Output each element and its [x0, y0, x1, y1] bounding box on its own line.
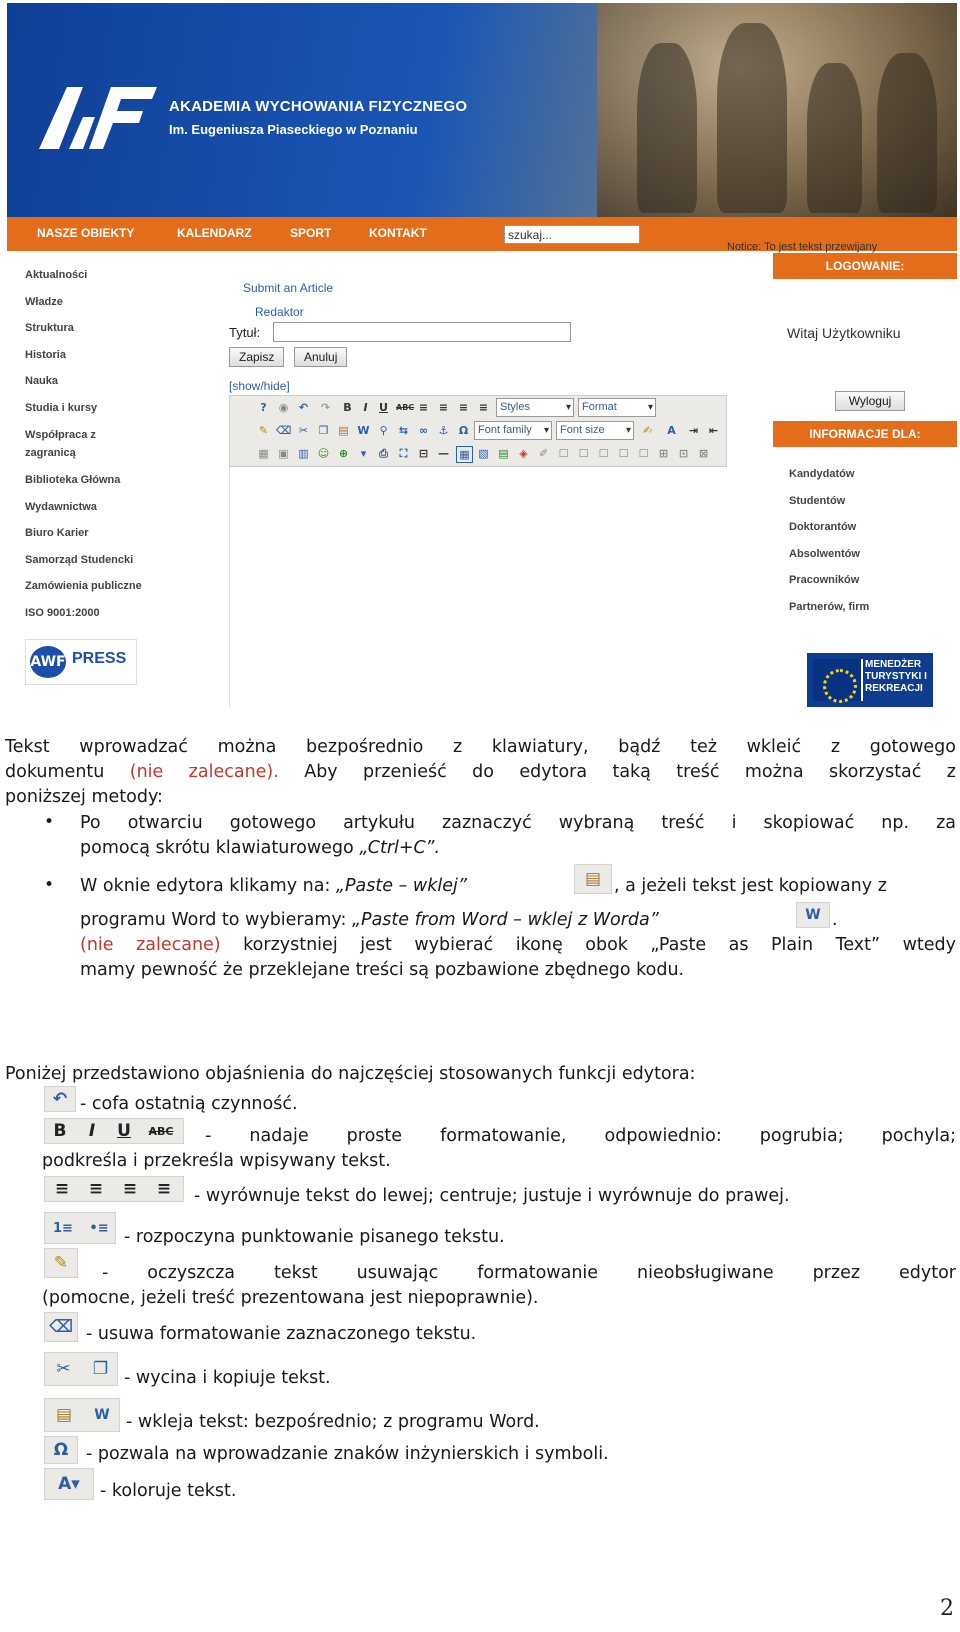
cleanup-description-line-2: (pomocne, jeżeli treść prezentowana jest niepoprawnie). [42, 1288, 539, 1308]
info-header: INFORMACJE DLA: [773, 421, 957, 447]
align-left-icon[interactable]: ≡ [418, 401, 429, 414]
info-link-doktoranci[interactable]: Doktorantów [789, 521, 857, 533]
sidebar-item-nauka[interactable]: Nauka [25, 375, 59, 387]
underline-icon: U [117, 1121, 131, 1141]
bold-icon[interactable]: B [343, 401, 352, 414]
paste-icon: ▤ [55, 1405, 73, 1425]
awf-press-logo-icon: AWF [30, 646, 66, 678]
intro-line-2: dokumentu (nie zalecane). Aby przenieść do edytora taką treść można skorzystać z [5, 762, 956, 782]
insert-layer-icon[interactable]: ▾ [360, 447, 367, 460]
strikethrough-icon[interactable]: ABC [396, 403, 415, 412]
special-chars-icon[interactable]: Ω [458, 424, 469, 437]
info-link-kandydaci[interactable]: Kandydatów [789, 468, 855, 480]
align-justify-icon: ≡ [122, 1179, 138, 1199]
nav-item-kalendarz[interactable]: KALENDARZ [177, 226, 252, 240]
logo-title: AKADEMIA WYCHOWANIA FIZYCZNEGO [169, 98, 468, 115]
not-recommended-note: (nie zalecane). [129, 762, 279, 782]
color-description: - koloruje tekst. [100, 1481, 237, 1501]
bullet-2-line-1a: W oknie edytora klikamy na: „Paste – wklej” [80, 876, 467, 896]
page-number: 2 [940, 1596, 954, 1621]
format-description-line-1: - nadaje proste formatowanie, odpowiednio: pogrubia; pochyla; [205, 1126, 956, 1146]
special-chars-description: - pozwala na wprowadzanie znaków inżynierskich i symboli. [86, 1444, 609, 1464]
remove-format-icon: ⌫ [44, 1312, 78, 1342]
del-icon[interactable]: ☐ [618, 447, 629, 460]
ins-icon[interactable]: ☐ [638, 447, 649, 460]
cut-icon: ✂ [56, 1359, 71, 1379]
underline-icon[interactable]: U [379, 401, 388, 414]
sidebar-item-struktura[interactable]: Struktura [25, 322, 74, 334]
paste-from-word-icon[interactable]: W [357, 424, 370, 437]
attributes-icon[interactable]: ✐ [538, 447, 549, 460]
list-icons [44, 1212, 116, 1244]
awf-logo-icon [39, 87, 157, 149]
fullscreen-icon[interactable]: ⛶ [399, 447, 408, 460]
outdent-icon[interactable]: ⇤ [708, 424, 719, 437]
numbered-list-icon: 1≡ [53, 1220, 73, 1236]
editor-content-area[interactable] [229, 467, 728, 708]
bullet-2-line-4: mamy pewność że przeklejane treści są pozbawione zbędnego kodu. [80, 960, 685, 980]
undo-description: - cofa ostatnią czynność. [80, 1094, 298, 1114]
align-center-icon: ≡ [88, 1179, 104, 1199]
remove-format-description: - usuwa formatowanie zaznaczonego tekstu. [86, 1324, 477, 1344]
html-source-icon[interactable]: ◈ [519, 447, 528, 460]
news-ticker: Notice: To jest tekst przewijany [727, 241, 878, 253]
bullet-2-marker: • [44, 875, 55, 895]
media-icon[interactable]: ▣ [278, 447, 289, 460]
bullet-1-line-2: pomocą skrótu klawiaturowego „Ctrl+C”. [80, 838, 441, 858]
sidebar-item-wydawnictwa[interactable]: Wydawnictwa [25, 501, 97, 513]
not-recommended-note-2: (nie zalecane) [80, 935, 221, 955]
paste-icon: ▤ [574, 864, 612, 894]
font-family-select[interactable]: Font family ▾ [474, 421, 552, 440]
bold-icon: B [53, 1121, 67, 1141]
undo-icon: ↶ [44, 1086, 76, 1112]
find-icon[interactable]: ⚲ [379, 424, 388, 437]
acronym-icon[interactable]: ☐ [598, 447, 609, 460]
right-column [767, 253, 957, 708]
sidebar-item-samorzad[interactable]: Samorząd Studencki [25, 554, 134, 566]
intro-line-1: Tekst wprowadzać można bezpośrednio z klawiatury, bądź też wkleić z gotowego [5, 737, 956, 757]
paste-from-word-icon: W [796, 902, 830, 928]
info-link-pracownicy[interactable]: Pracowników [789, 574, 860, 586]
anchor-icon[interactable]: ⚓ [438, 424, 449, 437]
paste-icons [44, 1398, 120, 1432]
paste-icon[interactable]: ▤ [338, 424, 349, 437]
bullet-2-line-2-end: . [832, 910, 838, 930]
preview-icon[interactable]: ◉ [278, 401, 289, 414]
replace-icon[interactable]: ⇆ [398, 424, 409, 437]
sidebar-item-biuro-karier[interactable]: Biuro Karier [25, 527, 89, 539]
insert-flash-icon[interactable]: ▤ [498, 447, 509, 460]
welcome-text: Witaj Użytkowniku [787, 325, 901, 341]
insert-image-icon[interactable]: ▧ [478, 447, 489, 460]
undo-icon[interactable]: ↶ [298, 401, 309, 414]
template-icon[interactable]: ⊕ [338, 447, 349, 460]
bullet-2-line-2: programu Word to wybieramy: „Paste from Word – wklej z Worda” [80, 910, 659, 930]
nav-item-sport[interactable]: SPORT [290, 226, 332, 240]
align-right-icon[interactable]: ≡ [478, 401, 489, 414]
lists-description: - rozpoczyna punktowanie pisanego tekstu. [124, 1227, 505, 1247]
nav-item-kontakt[interactable]: KONTAKT [369, 226, 427, 240]
info-link-studenci[interactable]: Studentów [789, 495, 846, 507]
sidebar-item-biblioteka[interactable]: Biblioteka Główna [25, 474, 121, 486]
top-navigation [7, 217, 957, 251]
cut-copy-description: - wycina i kopiuje tekst. [124, 1368, 331, 1388]
align-left-icon: ≡ [54, 1179, 70, 1199]
align-justify-icon[interactable]: ≡ [458, 401, 469, 414]
format-select[interactable]: Format ▾ [578, 398, 656, 417]
help-icon[interactable]: ? [260, 401, 267, 414]
print-icon[interactable]: ⎙ [379, 447, 388, 460]
title-input[interactable] [273, 322, 571, 342]
bullet-list-icon: •≡ [89, 1220, 109, 1236]
image-icon[interactable]: ▦ [258, 447, 269, 460]
font-size-select[interactable]: Font size ▾ [556, 421, 634, 440]
nav-item-obiekty[interactable]: NASZE OBIEKTY [37, 226, 135, 240]
align-description: - wyrównuje tekst do lewej; centruje; justuje i wyrównuje do prawej. [194, 1186, 790, 1206]
submit-article-link[interactable]: Submit an Article [243, 281, 334, 295]
cut-copy-icons [44, 1352, 118, 1386]
press-logo-label: PRESS [72, 650, 127, 667]
bullet-2-line-3: (nie zalecane) korzystniej jest wybierać ikonę obok „Paste as Plain Text” wtedy [80, 935, 956, 955]
sidebar-item-studia[interactable]: Studia i kursy [25, 402, 98, 414]
cleanup-icon: ✎ [44, 1248, 78, 1278]
bullet-1-marker: • [44, 812, 55, 832]
intro-line-3: poniższej metody: [5, 787, 163, 807]
text-color-icon: A▾ [44, 1468, 94, 1500]
title-label: Tytuł: [229, 325, 261, 340]
highlight-icon[interactable]: ✍ [642, 424, 653, 437]
cleanup-description-line-1: - oczyszcza tekst usuwając formatowanie nieobsługiwane przez edytor [102, 1263, 956, 1283]
layer-icon[interactable]: ⊠ [698, 447, 709, 460]
cancel-button[interactable]: Anuluj [294, 347, 347, 367]
logo-subtitle: Im. Eugeniusza Piaseckiego w Poznaniu [169, 122, 418, 137]
italic-icon: I [88, 1121, 96, 1141]
paste-from-word-icon: W [94, 1407, 110, 1423]
info-link-absolwenci[interactable]: Absolwentów [789, 548, 860, 560]
login-header: LOGOWANIE: [773, 253, 957, 279]
site-banner [7, 3, 957, 217]
bullet-1-line-1: Po otwarciu gotowego artykułu zaznaczyć wybraną treść i skopiować np. za [80, 813, 956, 833]
logout-button[interactable]: Wyloguj [835, 391, 905, 411]
italic-icon[interactable]: I [363, 401, 368, 414]
sidebar-item-zamowienia[interactable]: Zamówienia publiczne [25, 580, 142, 592]
cite-icon[interactable]: ☐ [558, 447, 569, 460]
cut-icon[interactable]: ✂ [298, 424, 309, 437]
sidebar-item-zagranica[interactable]: zagranicą [25, 447, 76, 459]
editor-toolbar [229, 395, 727, 467]
editor-screenshot [7, 3, 957, 708]
sidebar-item-wladze[interactable]: Władze [25, 296, 63, 308]
align-right-icon: ≡ [156, 1179, 172, 1199]
sidebar-item-wspolpraca[interactable]: Współpraca z [25, 429, 96, 441]
link-icon[interactable]: ∞ [418, 424, 429, 437]
eu-flag-icon [813, 659, 863, 701]
emoticon-icon[interactable]: ☺ [317, 447, 330, 460]
basketball-photo [597, 3, 957, 217]
sidebar-item-aktualnosci[interactable]: Aktualności [25, 269, 88, 281]
special-chars-icon: Ω [44, 1436, 78, 1464]
remove-format-icon[interactable]: ⌫ [276, 424, 292, 437]
abbr-icon[interactable]: ☐ [578, 447, 589, 460]
paste-description: - wkleja tekst: bezpośrednio; z programu Word. [126, 1412, 540, 1432]
align-center-icon[interactable]: ≡ [438, 401, 449, 414]
pagebreak-icon[interactable]: ⊟ [418, 447, 429, 460]
table-icon[interactable]: ▥ [298, 447, 309, 460]
styles-select[interactable]: Styles ▾ [496, 398, 574, 417]
article-editor [227, 269, 747, 708]
show-hide-link[interactable]: [show/hide] [229, 379, 290, 393]
copy-icon[interactable]: ❐ [318, 424, 329, 437]
save-button[interactable]: Zapisz [229, 347, 284, 367]
eu-badge-text: MENEDŻER TURYSTYKI I REKREACJI [865, 659, 927, 694]
bullet-2-line-1b: , a jeżeli tekst jest kopiowany z [614, 876, 887, 896]
alignment-icons [44, 1176, 184, 1202]
redo-icon[interactable]: ↷ [320, 401, 331, 414]
search-input[interactable]: szukaj... [504, 225, 640, 244]
redaktor-link[interactable]: Redaktor [255, 305, 304, 319]
awf-press-logo[interactable] [25, 639, 137, 685]
nonbreaking-icon[interactable]: ⊞ [658, 447, 669, 460]
explanations-intro: Poniżej przedstawiono objaśnienia do najczęściej stosowanych funkcji edytora: [5, 1064, 696, 1084]
text-color-icon[interactable]: A [667, 424, 676, 437]
visual-aid-icon[interactable]: ▦ [456, 446, 473, 463]
info-link-partnerzy[interactable]: Partnerów, firm [789, 601, 870, 613]
basic-formatting-icons [44, 1118, 184, 1144]
styleprops-icon[interactable]: ⊡ [678, 447, 689, 460]
sidebar-item-historia[interactable]: Historia [25, 349, 66, 361]
cleanup-icon[interactable]: ✎ [258, 424, 269, 437]
sidebar-item-iso[interactable]: ISO 9001:2000 [25, 607, 100, 619]
copy-icon: ❐ [92, 1359, 109, 1379]
strikethrough-icon: ABC [148, 1124, 174, 1138]
format-description-line-2: podkreśla i przekreśla wpisywany tekst. [42, 1151, 391, 1171]
horizontal-rule-icon[interactable]: — [438, 447, 449, 460]
eu-programme-badge[interactable] [807, 653, 933, 707]
indent-icon[interactable]: ⇥ [688, 424, 699, 437]
